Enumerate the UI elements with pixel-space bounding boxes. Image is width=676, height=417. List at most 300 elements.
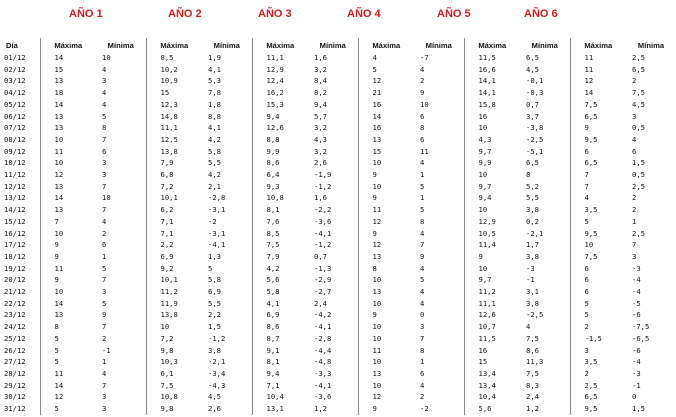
day-cell: 04/12 xyxy=(2,87,40,99)
max-cell-year-4: 11 xyxy=(358,204,414,216)
min-cell-year-5: 1,2 xyxy=(526,404,539,414)
table-row xyxy=(2,391,676,403)
max-cell-year-2: 9,8 xyxy=(146,345,202,357)
min-cell-year-4: 6 xyxy=(420,368,425,378)
max-cell-year-1: 10 xyxy=(54,134,64,144)
min-cell-year-3: 3,2 xyxy=(314,146,327,156)
min-cell-year-4: 9 xyxy=(420,251,425,261)
min-cell-year-3: -4,4 xyxy=(314,345,332,355)
max-cell-year-6: 5 xyxy=(570,216,626,228)
max-cell-year-5: 10 xyxy=(464,204,520,216)
max-cell-year-1: 11 xyxy=(54,146,64,156)
max-cell-year-3: 10,4 xyxy=(252,391,308,403)
min-cell-year-6: 0,5 xyxy=(632,170,645,180)
max-cell-year-1: 5 xyxy=(54,404,59,414)
max-cell-year-2: 9,2 xyxy=(146,263,202,275)
max-cell-year-5: 14,1 xyxy=(464,87,520,99)
table-row xyxy=(2,134,676,146)
max-cell-year-1: 7 xyxy=(54,216,59,226)
max-cell-year-6: 14 xyxy=(570,87,626,99)
min-cell-year-3: -3,3 xyxy=(314,368,332,378)
min-cell-year-5: 3,8 xyxy=(526,205,539,215)
day-cell: 15/12 xyxy=(2,216,40,228)
min-cell-year-6: 1,5 xyxy=(632,404,645,414)
table-row xyxy=(2,333,676,345)
table-body xyxy=(2,52,676,415)
table-row xyxy=(2,321,676,333)
max-cell-year-4: 11 xyxy=(358,345,414,357)
min-cell-year-4: 1 xyxy=(420,357,425,367)
max-cell-year-6: 5 xyxy=(570,309,626,321)
max-cell-year-2: 10,1 xyxy=(146,192,202,204)
max-cell-year-6: 7,5 xyxy=(570,99,626,111)
max-cell-year-6: 4 xyxy=(570,192,626,204)
min-cell-year-1: 5 xyxy=(102,111,107,121)
max-cell-year-5: 15,8 xyxy=(464,99,520,111)
min-cell-year-6: 2,5 xyxy=(632,181,645,191)
min-cell-year-4: 6 xyxy=(420,134,425,144)
max-cell-year-1: 15 xyxy=(54,64,64,74)
min-cell-year-2: 2,6 xyxy=(208,404,221,414)
min-cell-year-6: 3 xyxy=(632,251,637,261)
max-cell-year-6: 10 xyxy=(570,239,626,251)
day-cell: 17/12 xyxy=(2,239,40,251)
max-cell-year-1: 8 xyxy=(54,322,59,332)
column-header-row xyxy=(2,38,676,52)
max-cell-year-6: 9,5 xyxy=(570,228,626,240)
max-cell-year-4: 15 xyxy=(358,146,414,158)
table-row xyxy=(2,87,676,99)
max-cell-year-5: 9,7 xyxy=(464,146,520,158)
min-cell-year-2: -4,1 xyxy=(208,240,226,250)
max-cell-year-5: 12,6 xyxy=(464,309,520,321)
max-cell-year-6: 6,5 xyxy=(570,391,626,403)
min-cell-year-3: 4,3 xyxy=(314,134,327,144)
max-column-header: Máxima xyxy=(54,40,83,50)
max-cell-year-2: 10 xyxy=(146,321,202,333)
min-cell-year-5: 6,5 xyxy=(526,158,539,168)
min-cell-year-5: 1,7 xyxy=(526,240,539,250)
min-cell-year-3: 1,6 xyxy=(314,53,327,62)
day-cell: 06/12 xyxy=(2,111,40,123)
max-cell-year-3: 12,4 xyxy=(252,75,308,87)
min-cell-year-2: 1,8 xyxy=(208,99,221,109)
max-cell-year-6: 3,5 xyxy=(570,356,626,368)
min-cell-year-4: 4 xyxy=(420,64,425,74)
max-cell-year-3: 8,6 xyxy=(252,157,308,169)
min-cell-year-4: -7 xyxy=(420,53,429,62)
day-cell: 30/12 xyxy=(2,391,40,403)
max-column-header: Máxima xyxy=(252,38,308,52)
max-cell-year-4: 12 xyxy=(358,239,414,251)
min-cell-year-2: 4,2 xyxy=(208,170,221,180)
day-cell: 14/12 xyxy=(2,204,40,216)
max-cell-year-1: 14 xyxy=(54,99,64,109)
max-cell-year-2: 6,8 xyxy=(146,169,202,181)
min-cell-year-2: -2,1 xyxy=(208,357,226,367)
max-cell-year-5: 13,4 xyxy=(464,368,520,380)
min-cell-year-4: 2 xyxy=(420,76,425,86)
year-header-3: AÑO 3 xyxy=(258,8,292,20)
min-cell-year-5: -3,8 xyxy=(526,123,544,133)
min-cell-year-1: 4 xyxy=(102,88,107,98)
max-cell-year-4: 14 xyxy=(358,111,414,123)
min-cell-year-2: 1,9 xyxy=(208,53,221,62)
max-cell-year-4: 16 xyxy=(358,99,414,111)
max-cell-year-1: 5 xyxy=(54,345,59,355)
max-cell-year-1: 13 xyxy=(54,205,64,215)
min-cell-year-4: -2 xyxy=(420,404,429,414)
min-cell-year-5: -1 xyxy=(526,275,535,285)
max-cell-year-4: 9 xyxy=(358,403,414,415)
max-cell-year-6: 9,5 xyxy=(570,403,626,415)
max-cell-year-3: 9,9 xyxy=(252,146,308,158)
max-cell-year-6: 6 xyxy=(570,146,626,158)
min-cell-year-1: 9 xyxy=(102,310,107,320)
max-cell-year-6: 2,5 xyxy=(570,380,626,392)
min-cell-year-5: -5,1 xyxy=(526,146,544,156)
max-cell-year-4: 10 xyxy=(358,274,414,286)
day-cell: 13/12 xyxy=(2,192,40,204)
max-cell-year-1: 9 xyxy=(54,275,59,285)
table-row xyxy=(2,251,676,263)
min-cell-year-4: 10 xyxy=(420,99,429,109)
min-cell-year-1: 2 xyxy=(102,333,107,343)
min-cell-year-2: 6,9 xyxy=(208,287,221,297)
max-cell-year-2: 7,2 xyxy=(146,333,202,345)
max-column-header: Máxima xyxy=(464,38,520,52)
day-column-header: Día xyxy=(2,38,40,52)
min-cell-year-2: 2,2 xyxy=(208,310,221,320)
year-header-1: AÑO 1 xyxy=(69,8,103,20)
max-cell-year-2: 7,1 xyxy=(146,228,202,240)
max-column-header: Máxima xyxy=(146,38,202,52)
min-cell-year-4: 1 xyxy=(420,193,425,203)
min-cell-year-1: 7 xyxy=(102,275,107,285)
min-cell-year-6: 4 xyxy=(632,134,637,144)
max-cell-year-5: 16 xyxy=(464,345,520,357)
min-cell-year-3: 2,4 xyxy=(314,298,327,308)
min-cell-year-3: 9,4 xyxy=(314,99,327,109)
min-cell-year-6: 2 xyxy=(632,76,637,86)
min-cell-year-6: -6 xyxy=(632,345,641,355)
table-row xyxy=(2,192,676,204)
min-cell-year-5: 5,2 xyxy=(526,181,539,191)
max-cell-year-5: 10 xyxy=(464,122,520,134)
min-cell-year-5: 3,1 xyxy=(526,287,539,297)
max-cell-year-6: 2 xyxy=(570,368,626,380)
min-cell-year-2: 3,8 xyxy=(208,345,221,355)
max-cell-year-2: 6,2 xyxy=(146,204,202,216)
min-cell-year-1: 3 xyxy=(102,76,107,86)
min-cell-year-2: 4,1 xyxy=(208,64,221,74)
max-cell-year-2: 7,5 xyxy=(146,380,202,392)
min-cell-year-6: -3 xyxy=(632,368,641,378)
max-cell-year-3: 15,3 xyxy=(252,99,308,111)
max-cell-year-6: 2 xyxy=(570,321,626,333)
table-row xyxy=(2,368,676,380)
max-cell-year-3: 13,1 xyxy=(252,403,308,415)
max-cell-year-1: 14 xyxy=(54,298,64,308)
max-cell-year-3: 8,7 xyxy=(252,333,308,345)
max-cell-year-1: 9 xyxy=(54,240,59,250)
min-cell-year-4: 8 xyxy=(420,216,425,226)
day-cell: 21/12 xyxy=(2,286,40,298)
max-cell-year-6: 6,5 xyxy=(570,157,626,169)
min-cell-year-4: 4 xyxy=(420,263,425,273)
max-cell-year-4: 5 xyxy=(358,64,414,76)
min-cell-year-1: 7 xyxy=(102,205,107,215)
max-cell-year-6: 7,5 xyxy=(570,251,626,263)
table-row xyxy=(2,146,676,158)
max-cell-year-6: 7 xyxy=(570,169,626,181)
max-cell-year-6: 6 xyxy=(570,286,626,298)
max-cell-year-5: 11,5 xyxy=(464,52,520,64)
min-cell-year-3: 3,2 xyxy=(314,64,327,74)
max-cell-year-3: 7,6 xyxy=(252,216,308,228)
year-header-2: AÑO 2 xyxy=(168,8,202,20)
max-cell-year-2: 12,3 xyxy=(146,99,202,111)
max-cell-year-1: 12 xyxy=(54,170,64,180)
min-cell-year-3: -2,9 xyxy=(314,275,332,285)
max-cell-year-4: 12 xyxy=(358,216,414,228)
day-cell: 07/12 xyxy=(2,122,40,134)
min-cell-year-6: -6,5 xyxy=(632,333,650,343)
max-cell-year-5: 4,3 xyxy=(464,134,520,146)
max-cell-year-5: 9,9 xyxy=(464,157,520,169)
max-cell-year-5: 10,7 xyxy=(464,321,520,333)
min-cell-year-3: -1,2 xyxy=(314,240,332,250)
min-cell-year-4: 8 xyxy=(420,123,425,133)
max-cell-year-4: 21 xyxy=(358,87,414,99)
max-cell-year-6: 9,5 xyxy=(570,134,626,146)
min-cell-year-3: 2,6 xyxy=(314,158,327,168)
day-cell: 16/12 xyxy=(2,228,40,240)
day-cell: 28/12 xyxy=(2,368,40,380)
min-cell-year-4: 9 xyxy=(420,88,425,98)
max-cell-year-5: 9 xyxy=(464,251,520,263)
min-cell-year-1: 3 xyxy=(102,158,107,168)
max-cell-year-5: 12,9 xyxy=(464,216,520,228)
day-cell: 12/12 xyxy=(2,181,40,193)
min-cell-year-1: 8 xyxy=(102,123,107,133)
max-cell-year-3: 10,8 xyxy=(252,192,308,204)
day-cell: 03/12 xyxy=(2,75,40,87)
table-row xyxy=(2,345,676,357)
table-row xyxy=(2,122,676,134)
max-cell-year-3: 9,4 xyxy=(252,111,308,123)
max-cell-year-5: 11,5 xyxy=(464,333,520,345)
min-cell-year-1: 10 xyxy=(102,193,111,203)
max-cell-year-4: 12 xyxy=(358,391,414,403)
max-cell-year-2: 7,1 xyxy=(146,216,202,228)
min-cell-year-4: 5 xyxy=(420,275,425,285)
min-cell-year-1: 3 xyxy=(102,170,107,180)
min-cell-year-2: 5,8 xyxy=(208,146,221,156)
min-cell-year-2: 2,1 xyxy=(208,181,221,191)
table-row xyxy=(2,157,676,169)
max-cell-year-3: 11,1 xyxy=(252,52,308,64)
max-cell-year-2: 15 xyxy=(146,87,202,99)
min-cell-year-6: 7 xyxy=(632,240,637,250)
min-cell-year-4: 4 xyxy=(420,228,425,238)
table-row xyxy=(2,274,676,286)
min-cell-year-5: 8,3 xyxy=(526,380,539,390)
min-cell-year-6: 7,5 xyxy=(632,88,645,98)
min-cell-year-6: 6 xyxy=(632,146,637,156)
table-row xyxy=(2,239,676,251)
max-cell-year-2: 9,8 xyxy=(146,403,202,415)
max-cell-year-4: 9 xyxy=(358,309,414,321)
table-row xyxy=(2,286,676,298)
max-cell-year-4: 13 xyxy=(358,368,414,380)
min-cell-year-6: -6 xyxy=(632,310,641,320)
max-cell-year-1: 12 xyxy=(54,392,64,402)
min-cell-year-5: 7,5 xyxy=(526,333,539,343)
day-cell: 09/12 xyxy=(2,146,40,158)
min-cell-year-4: 8 xyxy=(420,345,425,355)
day-cell: 24/12 xyxy=(2,321,40,333)
min-cell-year-4: 0 xyxy=(420,310,425,320)
day-cell: 25/12 xyxy=(2,333,40,345)
min-cell-year-4: 5 xyxy=(420,181,425,191)
max-cell-year-1: 11 xyxy=(54,263,64,273)
min-cell-year-2: 5,3 xyxy=(208,76,221,86)
min-cell-year-5: -0,3 xyxy=(526,88,544,98)
table-row xyxy=(2,380,676,392)
min-cell-year-4: 4 xyxy=(420,298,425,308)
max-cell-year-1: 10 xyxy=(54,158,64,168)
min-cell-year-3: -2,2 xyxy=(314,205,332,215)
min-cell-year-1: 1 xyxy=(102,357,107,367)
table-row xyxy=(2,309,676,321)
min-cell-year-4: 6 xyxy=(420,111,425,121)
max-cell-year-3: 6,4 xyxy=(252,169,308,181)
day-cell: 22/12 xyxy=(2,298,40,310)
min-cell-year-1: 3 xyxy=(102,404,107,414)
min-cell-year-5: -3 xyxy=(526,263,535,273)
min-cell-year-1: 3 xyxy=(102,287,107,297)
max-cell-year-5: 10 xyxy=(464,169,520,181)
min-cell-year-5: 3,8 xyxy=(526,298,539,308)
min-cell-year-1: 7 xyxy=(102,134,107,144)
min-cell-year-4: 5 xyxy=(420,205,425,215)
max-cell-year-5: 11,2 xyxy=(464,286,520,298)
max-cell-year-2: 8,5 xyxy=(146,52,202,64)
table-row xyxy=(2,169,676,181)
min-cell-year-6: 0 xyxy=(632,392,637,402)
day-cell: 18/12 xyxy=(2,251,40,263)
min-cell-year-2: -3,1 xyxy=(208,205,226,215)
table-row xyxy=(2,216,676,228)
min-cell-year-1: -1 xyxy=(102,345,111,355)
max-cell-year-4: 13 xyxy=(358,286,414,298)
min-cell-year-3: -4,1 xyxy=(314,228,332,238)
min-cell-year-5: 4 xyxy=(526,322,531,332)
min-cell-year-5: -2,5 xyxy=(526,310,544,320)
min-cell-year-1: 3 xyxy=(102,392,107,402)
max-column-header: Máxima xyxy=(358,38,414,52)
max-cell-year-3: 8,1 xyxy=(252,204,308,216)
max-cell-year-3: 16,2 xyxy=(252,87,308,99)
max-cell-year-2: 6,1 xyxy=(146,368,202,380)
year-header-4: AÑO 4 xyxy=(347,8,381,20)
max-cell-year-5: 10,5 xyxy=(464,228,520,240)
min-cell-year-6: 2,5 xyxy=(632,228,645,238)
min-cell-year-3: 0,7 xyxy=(314,251,327,261)
max-cell-year-3: 9,4 xyxy=(252,368,308,380)
min-cell-year-3: -4,1 xyxy=(314,380,332,390)
max-cell-year-5: 9,7 xyxy=(464,274,520,286)
max-cell-year-2: 10,2 xyxy=(146,64,202,76)
max-cell-year-6: 6 xyxy=(570,263,626,275)
max-cell-year-3: 7,5 xyxy=(252,239,308,251)
min-column-header: Mínima xyxy=(213,40,240,50)
min-cell-year-1: 7 xyxy=(102,322,107,332)
min-cell-year-1: 10 xyxy=(102,53,111,62)
max-cell-year-3: 9,3 xyxy=(252,181,308,193)
min-cell-year-1: 5 xyxy=(102,298,107,308)
min-cell-year-2: -3,4 xyxy=(208,368,226,378)
day-cell: 26/12 xyxy=(2,345,40,357)
table-row xyxy=(2,403,676,415)
day-cell: 10/12 xyxy=(2,157,40,169)
min-cell-year-5: 8,6 xyxy=(526,345,539,355)
table-row xyxy=(2,356,676,368)
min-cell-year-2: 7,8 xyxy=(208,88,221,98)
max-cell-year-3: 6,9 xyxy=(252,309,308,321)
max-cell-year-6: 7 xyxy=(570,181,626,193)
min-cell-year-2: -2,8 xyxy=(208,193,226,203)
min-cell-year-1: 6 xyxy=(102,146,107,156)
min-cell-year-5: -2,5 xyxy=(526,134,544,144)
min-cell-year-2: -3,1 xyxy=(208,228,226,238)
max-cell-year-4: 16 xyxy=(358,122,414,134)
max-cell-year-5: 9,4 xyxy=(464,192,520,204)
max-cell-year-6: 12 xyxy=(570,75,626,87)
max-cell-year-2: 11,2 xyxy=(146,286,202,298)
max-cell-year-2: 11,1 xyxy=(146,122,202,134)
min-cell-year-3: 1,6 xyxy=(314,193,327,203)
min-cell-year-2: 1,3 xyxy=(208,251,221,261)
min-cell-year-5: 4,5 xyxy=(526,64,539,74)
max-cell-year-2: 13,8 xyxy=(146,309,202,321)
min-cell-year-4: 7 xyxy=(420,240,425,250)
max-cell-year-3: 5,8 xyxy=(252,286,308,298)
max-cell-year-1: 13 xyxy=(54,123,64,133)
min-cell-year-3: -2,7 xyxy=(314,287,332,297)
max-cell-year-6: 3 xyxy=(570,345,626,357)
table-row xyxy=(2,52,676,64)
max-cell-year-5: 11,4 xyxy=(464,239,520,251)
min-cell-year-6: -4 xyxy=(632,357,641,367)
min-cell-year-5: 3,8 xyxy=(526,251,539,261)
max-cell-year-3: 9,1 xyxy=(252,345,308,357)
max-cell-year-1: 18 xyxy=(54,88,64,98)
min-column-header: Mínima xyxy=(637,40,665,50)
max-cell-year-1: 10 xyxy=(54,287,64,297)
min-column-header: Mínima xyxy=(531,40,558,50)
day-cell: 23/12 xyxy=(2,309,40,321)
max-cell-year-2: 10,9 xyxy=(146,75,202,87)
max-cell-year-2: 7,2 xyxy=(146,181,202,193)
min-cell-year-1: 2 xyxy=(102,228,107,238)
max-cell-year-1: 14 xyxy=(54,193,64,203)
max-cell-year-4: 8 xyxy=(358,263,414,275)
max-cell-year-6: 9 xyxy=(570,122,626,134)
max-cell-year-5: 9,7 xyxy=(464,181,520,193)
min-cell-year-3: 3,2 xyxy=(314,123,327,133)
